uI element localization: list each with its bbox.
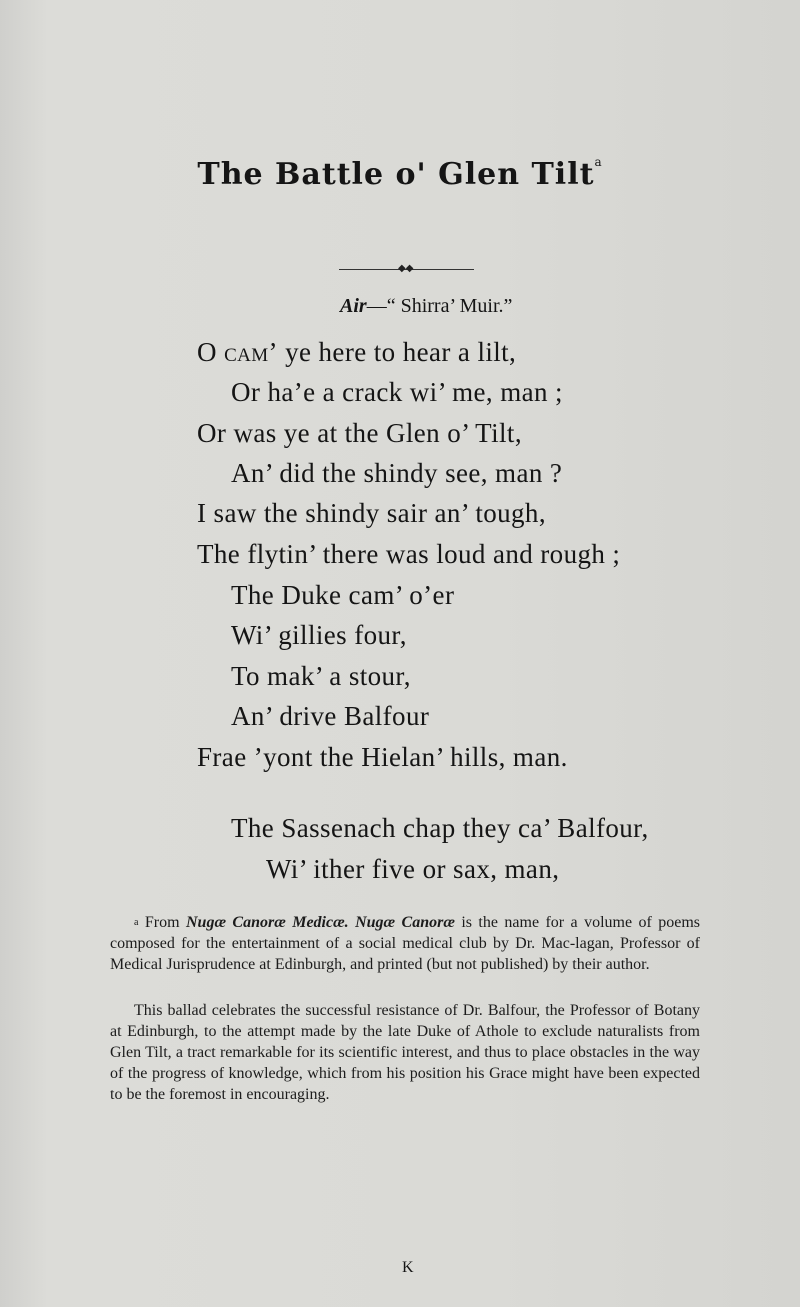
footnote-paragraph-1: $^a$ From Nugæ Canoræ Medicæ. Nugæ Canoræ is the name for a volume of poems composed for the entertainment of a social medical club by Dr. Mac-lagan, Professor of Medical Jurisprudence at Edinburgh, and printed (but not published) by their author. <box>110 914 701 973</box>
poem-title: The Battle o' Glen Tilt$^a$ <box>197 155 603 192</box>
verse-line: An’ drive Balfour <box>231 701 430 731</box>
verse-line: Or was ye at the Glen o’ Tilt, <box>197 418 522 448</box>
verse-line: The Sassenach chap they ca’ Balfour, <box>231 813 649 843</box>
title-footnote-mark: a <box>594 155 603 169</box>
divider-ornament-icon: ◆◆ <box>398 263 414 274</box>
verse-line: To mak’ a stour, <box>231 661 411 691</box>
signature-mark: K <box>402 1259 414 1276</box>
verse-line: Or ha’e a crack wi’ me, man ; <box>231 377 563 407</box>
footnote-paragraph-2: This ballad celebrates the successful resistance of Dr. Balfour, the Professor of Botany at Edinburgh, to the attempt made by the late Duke of Athole to exclude naturalists from Glen Tilt, a tract remarkable for its scientific interest, and thus to place obstacles in the way of the progress of knowledge, which from his position his Grace might have been expected to be the foremost in encouraging. <box>110 1002 700 1103</box>
verse-line: I saw the shindy sair an’ tough, <box>197 498 546 528</box>
air-line: Air—“ Shirra’ Muir.” <box>340 295 513 317</box>
verse-line: Wi’ gillies four, <box>231 620 407 650</box>
verse-line: An’ did the shindy see, man ? <box>231 458 563 488</box>
verse-line: The flytin’ there was loud and rough ; <box>197 539 621 569</box>
verse-line: The Duke cam’ o’er <box>231 580 455 610</box>
verse-line: Wi’ ither five or sax, man, <box>266 854 560 884</box>
verse-line: Frae ’yont the Hielan’ hills, man. <box>197 742 568 772</box>
verse-line: O cam’ ye here to hear a lilt, <box>197 337 517 367</box>
